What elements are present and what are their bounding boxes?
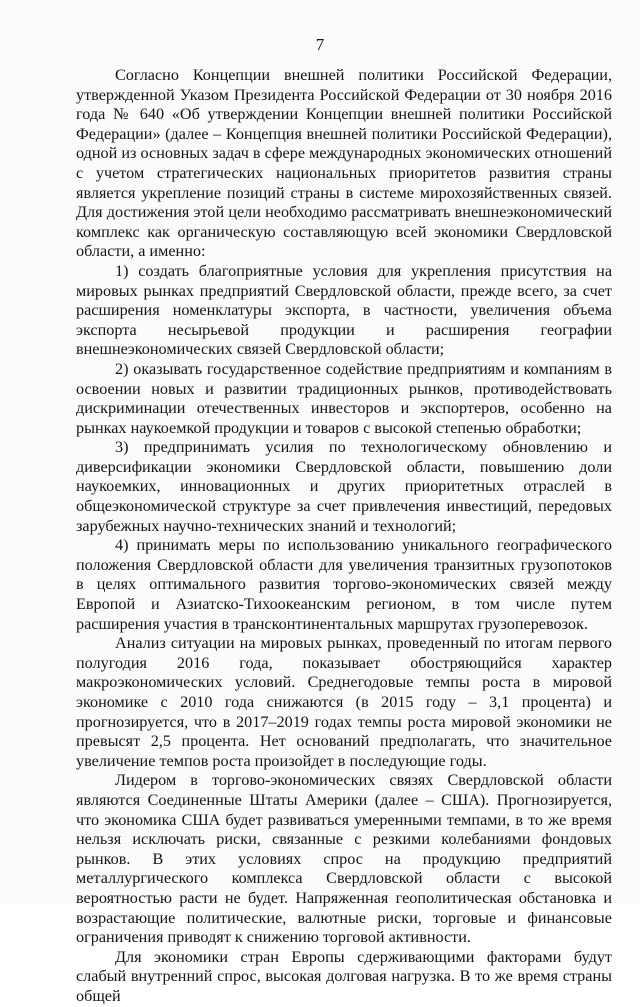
paragraph-item-4: 4) принимать меры по использованию уникального географического положения Свердловской области для увеличения транзитных грузопотоков в целях оптимального развития торгово-экономических связей между Европой и Азиатско-Тихоокеанским регионом, в том числе путем расширения участия в трансконтинентальных маршрутах грузоперевозок. — [76, 536, 612, 633]
paragraph-usa: Лидером в торгово-экономических связях Свердловской области являются Соединенные Штаты Америки (далее – США). Прогнозируется, что экономика США будет развиваться умеренными темпами, в то же время нельзя исключать риски, связанные с резкими колебаниями фондовых рынков. В этих условиях спрос на продукцию предприятий металлургического комплекса Свердловской области с высокой вероятностью расти не будет. Напряженная геополитическая обстановка и возрастающие политические, валютные риски, торговые и финансовые ограничения приводят к снижению торговой активности. — [76, 771, 612, 947]
paragraph-item-1: 1) создать благоприятные условия для укрепления присутствия на мировых рынках предприятий Свердловской области, прежде всего, за счет расширения номенклатуры экспорта, в частности, увеличения объема экспорта несырьевой продукции и расширения географии внешнеэкономических связей Свердловской области; — [76, 261, 612, 359]
document-body — [76, 66, 612, 1007]
paragraph-item-3: 3) предпринимать усилия по технологическому обновлению и диверсификации экономики Свердловской области, повышению доли наукоемких, инновационных и других приоритетных отраслей в общеэкономической структуре за счет привлечения инвестиций, передовых зарубежных научно-технических знаний и технологий; — [76, 438, 612, 535]
paragraph-item-2: 2) оказывать государственное содействие предприятиям и компаниям в освоении новых и развитии традиционных рынков, противодействовать дискриминации отечественных инвесторов и экспортеров, особенно на рынках наукоемкой продукции и товаров с высокой степенью обработки; — [76, 359, 612, 437]
page-number: 7 — [315, 35, 325, 54]
paragraph-world-markets: Анализ ситуации на мировых рынках, проведенный по итогам первого полугодия 2016 года, показывает обостряющийся характер макроэкономических условий. Среднегодовые темпы роста в мировой экономике с 2010 года снижаются (в 2015 году – 3,1 процента) и прогнозируется, что в 2017–2019 годах темпы роста мировой экономики не превысят 2,5 процента. Нет оснований предполагать, что значительное увеличение темпов роста произойдет в последующие годы. — [76, 634, 612, 770]
paragraph-intro: Согласно Концепции внешней политики Российской Федерации, утвержденной Указом Президента Российской Федерации от 30 ноября 2016 года № 640 «Об утверждении Концепции внешней политики Российской Федерации» (далее – Концепция внешней политики Российской Федерации), одной из основных задач в сфере международных экономических отношений с учетом стратегических национальных приоритетов развития страны является укрепление позиций страны в системе мирохозяйственных связей. Для достижения этой цели необходимо рассматривать внешнеэкономический комплекс как органическую составляющую всей экономики Свердловской области, а именно: — [76, 66, 612, 261]
paragraph-europe: Для экономики стран Европы сдерживающими факторами будут слабый внутренний спрос, высокая долговая нагрузка. В то же время страны общей — [76, 947, 612, 1005]
